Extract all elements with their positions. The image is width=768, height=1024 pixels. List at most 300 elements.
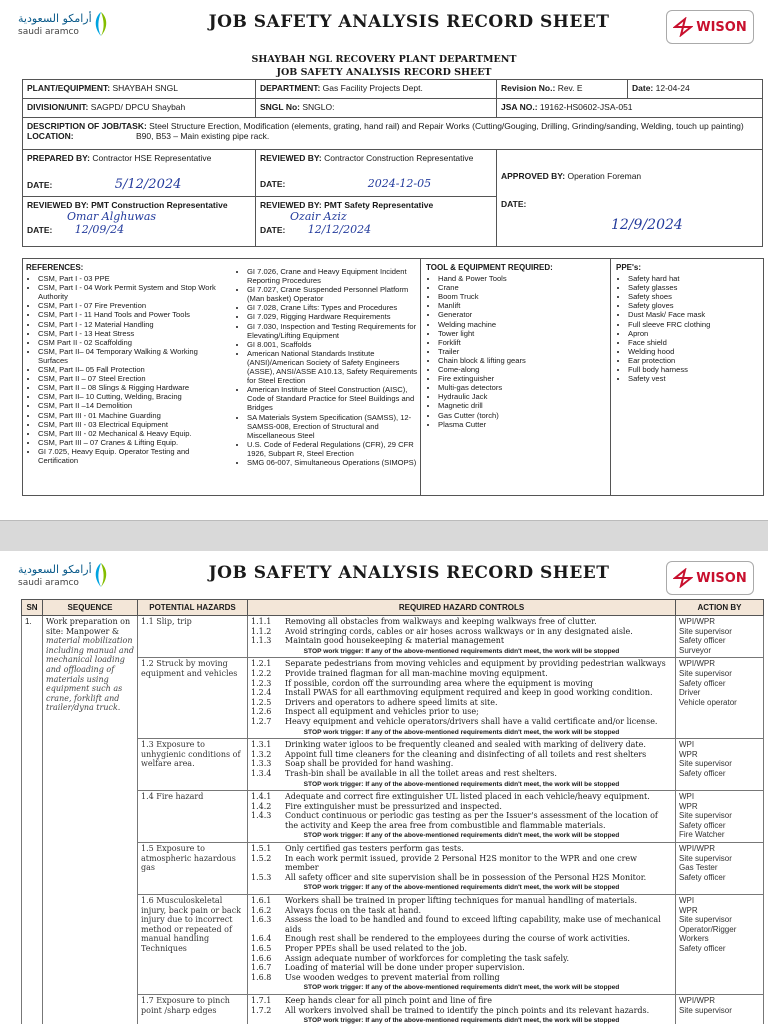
stop-work-trigger: STOP work trigger: If any of the above-mentioned requirements didn't meet, the work will be stopped	[303, 884, 620, 892]
control-text: All workers involved shall be trained to identify the pinch points and its relevant hazards.	[285, 1005, 650, 1015]
action-by-item: Site supervisor	[679, 626, 732, 636]
control-text: Proper PPEs shall be used related to the job.	[285, 944, 467, 953]
reviewed-cell	[256, 150, 497, 197]
page-separator	[0, 520, 768, 552]
list-item: • Safety glasses	[628, 283, 760, 292]
control-text: Removing all obstacles from walkways and keeping walkways free of clutter.	[285, 617, 597, 626]
action-by-item: Site supervisor	[679, 915, 732, 925]
list-item: • Welding machine	[438, 320, 606, 329]
control-number: 1.7.2	[251, 1005, 272, 1015]
control-number: 1.1.2	[251, 626, 272, 636]
hazard-table-wrapper	[21, 599, 763, 1024]
logo-english-text: saudi aramco	[18, 27, 79, 37]
approved-label: APPROVED BY:	[501, 171, 566, 181]
control-item	[251, 636, 672, 646]
control-text: Workers shall be trained in proper lifting techniques for manual handling of materials.	[285, 896, 638, 906]
control-number: 1.6.5	[251, 944, 272, 953]
control-item	[251, 740, 672, 750]
list-item: • Trailer	[438, 347, 606, 356]
control-number: 1.4.3	[251, 811, 272, 821]
list-item: • GI 7.026, Crane and Heavy Equipment Incident Reporting Procedures	[247, 267, 418, 285]
control-text: In each work permit issued, provide 2 Personal H2S monitor to the WPR and one crew member	[285, 853, 637, 873]
control-item	[251, 717, 672, 727]
hazard-cell: 1.4 Fire hazard	[138, 791, 248, 843]
list-item: • Forklift	[438, 338, 606, 347]
control-text: Maintain good housekeeping & material management	[285, 636, 505, 646]
list-item: • Come-along	[438, 365, 606, 374]
control-number: 1.2.3	[251, 678, 272, 688]
list-item: • CSM, Part III – 07 Cranes & Lifting Equip.	[38, 438, 226, 447]
control-item	[251, 963, 672, 973]
control-item	[251, 973, 672, 983]
action-by-item: Gas Tester	[679, 863, 718, 873]
hazard-cell: 1.7 Exposure to pinch point /sharp edges	[138, 994, 248, 1024]
list-item: • SA Materials System Specification (SAMSS), 12-SAMSS-008, Erection of Structural and Miscellaneous Steel	[247, 413, 418, 440]
list-item: • GI 7.030, Inspection and Testing Requirements for Elevating/Lifting Equipment	[247, 322, 418, 340]
approved-value: Operation Foreman	[567, 171, 642, 181]
list-item: • Multi-gas detectors	[438, 383, 606, 392]
control-text: All safety officer and site supervision shall be in possession of the Personal H2S Monitor.	[285, 872, 647, 882]
control-number: 1.3.3	[251, 759, 272, 769]
revision-cell	[497, 80, 628, 99]
control-item	[251, 627, 672, 637]
revision-label: Revision No.:	[501, 83, 556, 93]
location-value: B90, B53 – Main existing pipe rack.	[135, 131, 270, 141]
control-number: 1.6.8	[251, 972, 272, 982]
action-by-cell	[676, 895, 764, 995]
list-item: • GI 7.028, Crane Lifts: Types and Procedures	[247, 303, 418, 312]
control-number: 1.2.5	[251, 697, 272, 707]
control-text: Use wooden wedges to prevent material from rolling	[285, 972, 500, 982]
list-item: • Hand & Power Tools	[438, 274, 606, 283]
control-number: 1.6.6	[251, 953, 272, 963]
control-text: Keep hands clear for all pinch point and line of fire	[285, 995, 492, 1005]
stop-work-trigger: STOP work trigger: If any of the above-mentioned requirements didn't meet, the work will be stopped	[303, 728, 620, 736]
logo-arabic-text: أرامكو السعودية	[18, 563, 92, 576]
tools-heading: TOOL & EQUIPMENT REQUIRED:	[426, 263, 553, 272]
location-label: LOCATION:	[27, 131, 74, 141]
description-label: DESCRIPTION OF JOB/TASK:	[27, 121, 147, 131]
date-value: 12-04-24	[655, 83, 690, 93]
controls-cell	[248, 994, 676, 1024]
list-item: • U.S. Code of Federal Regulations (CFR), 29 CFR 1926, Subpart R, Steel Erection	[247, 440, 418, 458]
list-item: • CSM, Part II– 04 Temporary Walking & Working Surfaces	[38, 347, 226, 365]
date-cell	[628, 80, 763, 99]
list-item: • Safety vest	[628, 374, 760, 383]
logo-english-text: saudi aramco	[18, 578, 79, 588]
table-row	[22, 616, 764, 658]
stop-work-trigger: STOP work trigger: If any of the above-mentioned requirements didn't meet, the work will be stopped	[303, 647, 620, 655]
page-header	[0, 551, 768, 601]
control-number: 1.1.3	[251, 636, 272, 646]
action-by-item: Safety officer	[679, 678, 726, 688]
action-by-item: Safety officer	[679, 944, 726, 953]
list-item: • Generator	[438, 310, 606, 319]
prepared-date-label: DATE:	[27, 180, 53, 190]
references-list-1	[26, 274, 226, 465]
list-item: • Ear protection	[628, 356, 760, 365]
plant-cell	[23, 80, 256, 99]
list-item: • CSM, Part II– 10 Cutting, Welding, Bracing	[38, 392, 226, 401]
list-item: • Dust Mask/ Face mask	[628, 310, 760, 319]
approved-signature-date: 12/9/2024	[611, 217, 683, 233]
action-by-item: WPI/WPR	[679, 659, 715, 669]
wison-logo	[666, 10, 754, 44]
description-cell	[23, 118, 763, 150]
action-by-item: Surveyor	[679, 645, 712, 655]
controls-cell	[248, 895, 676, 995]
action-by-cell	[676, 739, 764, 791]
control-item	[251, 792, 672, 802]
control-item	[251, 854, 672, 873]
pmt-safety-date-label: DATE:	[260, 225, 286, 235]
hazard-cell: 1.6 Musculoskeletal injury, back pain or back injury due to incorrect method or repeated of manual handling Techniques	[138, 895, 248, 995]
ppe-col	[616, 261, 760, 383]
tools-list	[426, 274, 606, 429]
list-item: • Welding hood	[628, 347, 760, 356]
control-item	[251, 944, 672, 954]
control-text: Separate pedestrians from moving vehicles and equipment by providing pedestrian walkways	[285, 659, 666, 669]
stop-work-trigger: STOP work trigger: If any of the above-mentioned requirements didn't meet, the work will be stopped	[303, 1017, 620, 1024]
info-table	[22, 79, 763, 247]
control-text: Drinking water igloos to be frequently cleaned and sealed with marking of delivery date.	[285, 740, 646, 750]
action-by-item: Site supervisor	[679, 759, 732, 769]
pmt-safety-signature: Ozair Aziz	[290, 210, 347, 223]
approved-date-label: DATE:	[501, 199, 527, 209]
control-number: 1.2.6	[251, 707, 272, 717]
hazard-table	[21, 599, 764, 1024]
control-number: 1.6.1	[251, 896, 272, 906]
control-item	[251, 802, 672, 812]
control-item	[251, 996, 672, 1006]
list-item: • Safety hard hat	[628, 274, 760, 283]
wison-logo	[666, 561, 754, 595]
list-item: • CSM, Part I - 03 PPE	[38, 274, 226, 283]
list-item: • Face shield	[628, 338, 760, 347]
stop-work-trigger: STOP work trigger: If any of the above-mentioned requirements didn't meet, the work will be stopped	[303, 984, 620, 992]
reviewed-value: Contractor Construction Representative	[324, 153, 474, 163]
approved-cell	[497, 150, 763, 247]
action-by-item: Driver	[679, 688, 701, 698]
sngl-value: SNGLO:	[302, 102, 335, 112]
plant-label: PLANT/EQUIPMENT:	[27, 83, 111, 93]
header-sequence: SEQUENCE	[43, 600, 138, 616]
logo-arabic-text: أرامكو السعودية	[18, 12, 92, 25]
list-item: • Hydraulic Jack	[438, 392, 606, 401]
jsa-value: 19162-HS0602-JSA-051	[539, 102, 633, 112]
ppe-list	[616, 274, 760, 383]
control-item	[251, 934, 672, 944]
control-item	[251, 896, 672, 906]
reviewed-signature-date: 2024-12-05	[367, 177, 432, 190]
control-text: Soap shall be provided for hand washing.	[285, 759, 454, 769]
pmt-construction-label: REVIEWED BY: PMT Construction Representative	[27, 200, 228, 210]
action-by-cell	[676, 994, 764, 1024]
prepared-signature-date: 5/12/2024	[114, 177, 182, 192]
pmt-construction-signature: Omar Alghuwas	[67, 210, 157, 223]
control-number: 1.3.1	[251, 740, 272, 750]
control-text: Assess the load to be handled and found to exceed lifting capability, make use of mechanical aids	[285, 915, 661, 934]
list-item: • Apron	[628, 329, 760, 338]
control-number: 1.1.1	[251, 617, 272, 626]
list-item: • Plasma Cutter	[438, 420, 606, 429]
date-label: Date:	[632, 83, 654, 93]
list-item: • CSM, Part I - 12 Material Handling	[38, 320, 226, 329]
action-by-item: Site supervisor	[679, 811, 732, 821]
list-item: • CSM, Part II – 08 Slings & Rigging Hardware	[38, 383, 226, 392]
prepared-value: Contractor HSE Representative	[92, 153, 212, 163]
list-item: • Chain block & lifting gears	[438, 356, 606, 365]
action-by-item: Operator/Rigger	[679, 924, 737, 934]
header-hazard-controls: REQUIRED HAZARD CONTROLS	[248, 600, 676, 616]
division-value: SAGPD/ DPCU Shaybah	[90, 102, 186, 112]
list-item: • Magnetic drill	[438, 401, 606, 410]
references-list-2	[235, 267, 418, 467]
control-item	[251, 707, 672, 717]
control-number: 1.7.1	[251, 995, 272, 1005]
list-item: • GI 7.025, Heavy Equip. Operator Testing and Certification	[38, 447, 226, 465]
action-by-item: Workers	[679, 934, 709, 944]
references-col-2	[235, 267, 418, 467]
list-item: • CSM, Part I - 04 Work Permit System and Stop Work Authority	[38, 283, 226, 301]
control-item	[251, 1006, 672, 1016]
header-potential-hazards: POTENTIAL HAZARDS	[138, 600, 248, 616]
wison-logo-text: WISON	[696, 19, 747, 35]
sequence-detail: material mobilization including manual and mechanical loading and offloading of materials using equipment such as crane, forklift and trailer/dyna truck.	[46, 636, 134, 713]
hazard-cell: 1.3 Exposure to unhygienic conditions of welfare area.	[138, 739, 248, 791]
sequence-cell	[43, 616, 138, 1024]
control-text: Provide trained flagman for all man-machine moving equipment.	[285, 668, 548, 678]
action-by-item: Site supervisor	[679, 853, 732, 863]
list-item: • GI 8.001, Scaffolds	[247, 340, 418, 349]
list-item: • American National Standards Institute (ANSI)/American Society of Safety Engineers (ASSE), ANSI/ASSE A10.13, Safety Requirements for Steel Erection	[247, 349, 418, 385]
list-item: • CSM, Part III - 01 Machine Guarding	[38, 411, 226, 420]
control-item	[251, 750, 672, 760]
control-item	[251, 617, 672, 627]
header-sn: SN	[22, 600, 43, 616]
reviewed-label: REVIEWED BY:	[260, 153, 322, 163]
sngl-label: SNGL No:	[260, 102, 300, 112]
prepared-label: PREPARED BY:	[27, 153, 90, 163]
division-label: DIVISION/UNIT:	[27, 102, 89, 112]
references-section	[22, 258, 764, 496]
plant-value: SHAYBAH SNGL	[112, 83, 179, 93]
control-number: 1.3.4	[251, 768, 272, 778]
control-text: Enough rest shall be rendered to the employees during the course of work activities.	[285, 934, 630, 944]
control-text: Trash-bin shall be available in all the toilet areas and rest shelters.	[285, 768, 557, 778]
revision-value: Rev. E	[557, 83, 583, 93]
action-by-item: Fire Watcher	[679, 830, 725, 840]
control-number: 1.5.3	[251, 872, 272, 882]
tools-col	[426, 261, 606, 429]
list-item: • American Institute of Steel Construction (AISC), Code of Standard Practice for Steel Buildings and Bridges	[247, 385, 418, 412]
hazard-cell: 1.5 Exposure to atmospheric hazardous gas	[138, 843, 248, 895]
pmt-safety-cell	[256, 197, 497, 247]
list-item: • Safety gloves	[628, 301, 760, 310]
control-number: 1.3.2	[251, 749, 272, 759]
controls-cell	[248, 739, 676, 791]
list-item: • GI 7.029, Rigging Hardware Requirements	[247, 312, 418, 321]
list-item: • Manlift	[438, 301, 606, 310]
control-item	[251, 759, 672, 769]
control-number: 1.2.2	[251, 668, 272, 678]
control-number: 1.6.7	[251, 963, 272, 973]
list-item: • CSM, Part II– 05 Fall Protection	[38, 365, 226, 374]
list-item: • Full body harness	[628, 365, 760, 374]
controls-cell	[248, 658, 676, 739]
list-item: • Fire extinguisher	[438, 374, 606, 383]
action-by-item: Vehicle operator	[679, 697, 737, 707]
jsa-label: JSA NO.:	[501, 102, 538, 112]
jsa-cell	[497, 99, 763, 118]
action-by-cell	[676, 843, 764, 895]
divider	[610, 259, 611, 495]
control-text: Install PWAS for all earthmoving equipment required and keep in good working condition.	[285, 688, 653, 698]
action-by-item: WPI	[679, 896, 695, 906]
list-item: • CSM Part II - 02 Scaffolding	[38, 338, 226, 347]
description-value: Steel Structure Erection, Modification (elements, grating, hand rail) and Repair Works (Cutting/Gouging, Drilling, Grinding/sanding, Welding, touch up painting)	[149, 121, 744, 131]
saudi-aramco-logo	[18, 8, 138, 42]
control-text: Adequate and correct fire extinguisher UL listed placed in each vehicle/heavy equipment.	[285, 792, 650, 802]
sheet-subtitle: JOB SAFETY ANALYSIS RECORD SHEET	[276, 67, 492, 78]
action-by-item: WPR	[679, 749, 698, 759]
sequence-text: Work preparation on site: Manpower &	[46, 617, 131, 636]
control-number: 1.6.3	[251, 915, 272, 925]
list-item: • CSM, Part III - 03 Electrical Equipment	[38, 420, 226, 429]
control-text: Avoid stringing cords, cables or air hoses across walkways or in any designated aisle.	[285, 626, 633, 636]
action-by-item: WPR	[679, 801, 698, 811]
action-by-cell	[676, 616, 764, 658]
list-item: • Gas Cutter (torch)	[438, 411, 606, 420]
control-text: Loading of material will be done under proper supervision.	[285, 963, 525, 973]
action-by-item: Site supervisor	[679, 1005, 732, 1015]
control-item	[251, 906, 672, 916]
pmt-construction-date-label: DATE:	[27, 225, 53, 235]
control-item	[251, 698, 672, 708]
action-by-item: WPR	[679, 905, 698, 915]
action-by-item: WPI	[679, 792, 695, 802]
list-item: • Boom Truck	[438, 292, 606, 301]
control-item	[251, 659, 672, 669]
action-by-item: Safety officer	[679, 636, 726, 646]
list-item: • CSM, Part I - 07 Fire Prevention	[38, 301, 226, 310]
action-by-item: WPI	[679, 740, 695, 750]
list-item: • Full sleeve FRC clothing	[628, 320, 760, 329]
aramco-mark-icon	[88, 10, 114, 38]
wison-mark-icon	[673, 568, 693, 588]
control-number: 1.2.7	[251, 716, 272, 726]
control-text: Only certified gas testers perform gas tests.	[285, 844, 464, 854]
controls-cell	[248, 843, 676, 895]
control-number: 1.6.2	[251, 905, 272, 915]
control-item	[251, 669, 672, 679]
action-by-item: Safety officer	[679, 872, 726, 882]
control-item	[251, 688, 672, 698]
control-item	[251, 954, 672, 964]
saudi-aramco-logo	[18, 559, 138, 593]
control-text: Appoint full time cleaners for the cleaning and disinfecting of all toilets and rest shelters	[285, 749, 647, 759]
pmt-construction-cell	[23, 197, 256, 247]
control-number: 1.6.4	[251, 934, 272, 944]
control-item	[251, 844, 672, 854]
list-item: • CSM, Part II – 07 Steel Erection	[38, 374, 226, 383]
control-number: 1.5.2	[251, 853, 272, 863]
action-by-item: WPI/WPR	[679, 844, 715, 854]
list-item: • Tower light	[438, 329, 606, 338]
action-by-item: Safety officer	[679, 768, 726, 778]
action-by-item: Site supervisor	[679, 668, 732, 678]
control-text: Assign adequate number of workforces for completing the task safely.	[285, 953, 570, 963]
control-number: 1.4.1	[251, 792, 272, 802]
hazard-cell: 1.1 Slip, trip	[138, 616, 248, 658]
page-2	[0, 551, 768, 1024]
control-text: Always focus on the task at hand.	[285, 905, 422, 915]
aramco-mark-icon	[88, 561, 114, 589]
reviewed-date-label: DATE:	[260, 179, 286, 189]
control-number: 1.5.1	[251, 844, 272, 854]
control-text: Conduct continuous or periodic gas testing as per the Issuer's assessment of the location of the activity and Keep the area free from combustible and flammable materials.	[285, 811, 658, 830]
table-header-row	[22, 600, 764, 616]
control-text: Fire extinguisher must be pressurized and inspected.	[285, 801, 502, 811]
list-item: • CSM, Part I - 11 Hand Tools and Power Tools	[38, 310, 226, 319]
control-text: Heavy equipment and vehicle operators/drivers shall have a valid certificate and/or license.	[285, 716, 658, 726]
references-col-1	[26, 261, 226, 465]
action-by-item: WPI/WPR	[679, 617, 715, 626]
action-by-cell	[676, 791, 764, 843]
stop-work-trigger: STOP work trigger: If any of the above-mentioned requirements didn't meet, the work will be stopped	[303, 780, 620, 788]
list-item: • CSM, Part II –14 Demolition	[38, 401, 226, 410]
control-item	[251, 811, 672, 830]
department-value: Gas Facility Projects Dept.	[322, 83, 423, 93]
prepared-cell	[23, 150, 256, 197]
division-cell	[23, 99, 256, 118]
control-number: 1.2.4	[251, 688, 272, 698]
department-label: DEPARTMENT:	[260, 83, 321, 93]
pmt-safety-date: 12/12/2024	[307, 223, 372, 236]
control-number: 1.2.1	[251, 659, 272, 669]
control-item	[251, 915, 672, 934]
pmt-safety-label: REVIEWED BY: PMT Safety Representative	[260, 200, 434, 210]
list-item: • CSM, Part III - 02 Mechanical & Heavy Equip.	[38, 429, 226, 438]
control-text: Drivers and operators to adhere speed limits at site.	[285, 697, 498, 707]
list-item: • GI 7.027, Crane Suspended Personnel Platform (Man basket) Operator	[247, 285, 418, 303]
page-title: JOB SAFETY ANALYSIS RECORD SHEET	[208, 12, 610, 32]
hazard-cell: 1.2 Struck by moving equipment and vehicles	[138, 658, 248, 739]
hazard-table-body	[22, 616, 764, 1024]
list-item: • Safety shoes	[628, 292, 760, 301]
stop-work-trigger: STOP work trigger: If any of the above-mentioned requirements didn't meet, the work will be stopped	[303, 832, 620, 840]
list-item: • CSM, Part I - 13 Heat Stress	[38, 329, 226, 338]
control-text: If possible, cordon off the surrounding area where the equipment is moving	[285, 678, 593, 688]
page-header	[0, 0, 768, 50]
sn-cell: 1.	[22, 616, 43, 1024]
control-item	[251, 769, 672, 779]
pmt-construction-date: 12/09/24	[74, 223, 125, 236]
wison-logo-text: WISON	[696, 570, 747, 586]
control-number: 1.4.2	[251, 801, 272, 811]
wison-mark-icon	[673, 17, 693, 37]
control-text: Inspect all equipment and vehicles prior to use;	[285, 707, 479, 717]
sngl-cell	[256, 99, 497, 118]
control-item	[251, 873, 672, 883]
control-item	[251, 679, 672, 689]
action-by-item: Safety officer	[679, 820, 726, 830]
header-action-by: ACTION BY	[676, 600, 764, 616]
references-heading: REFERENCES:	[26, 263, 84, 272]
list-item: • Crane	[438, 283, 606, 292]
controls-cell	[248, 791, 676, 843]
department-title: SHAYBAH NGL RECOVERY PLANT DEPARTMENT	[251, 54, 517, 65]
